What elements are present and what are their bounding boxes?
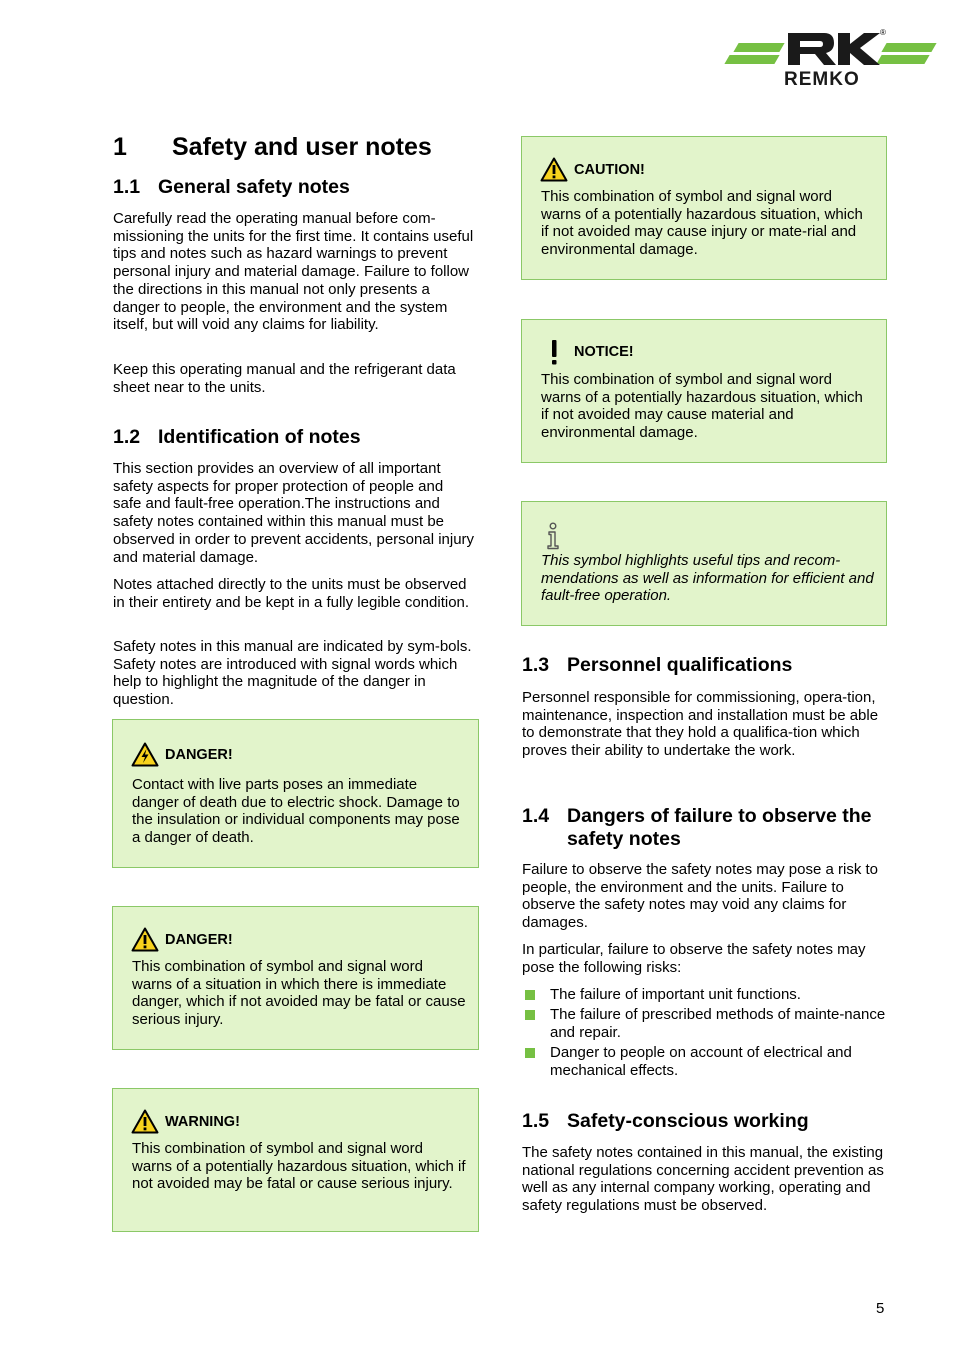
- section-heading-1-4: [522, 805, 886, 851]
- section-number: 1.3: [522, 654, 550, 676]
- exclamation-icon: [540, 338, 568, 366]
- info-note: [521, 501, 887, 626]
- warning-triangle-icon: [131, 927, 159, 952]
- paragraph: Notes attached directly to the units must be observed in their entirety and be kept in a fully legible condition.: [113, 576, 470, 611]
- note-text: This combination of symbol and signal word warns of a potentially hazardous situation, which if not avoided may cause material and environmental damage.: [541, 371, 863, 442]
- note-text: This combination of symbol and signal word warns of a situation in which there is immediate danger, which if not avoided may be fatal or cause serious injury.: [132, 958, 466, 1029]
- risk-list: [522, 986, 886, 1082]
- bullet-square: [525, 990, 535, 1000]
- note-text: This combination of symbol and signal word warns of a potentially hazardous situation, which if not avoided may be fatal or cause serious injury.: [132, 1140, 466, 1193]
- logo-wordmark: REMKO: [784, 69, 860, 90]
- danger-electric-note: [112, 719, 479, 868]
- paragraph: The safety notes contained in this manual, the existing national regulations concerning accident prevention as well as any internal company working, operating and safety regulations must be observed.: [522, 1144, 884, 1215]
- note-header: [131, 927, 233, 952]
- note-text: This combination of symbol and signal word warns of a potentially hazardous situation, which if not avoided may cause injury or mate-rial and environmental damage.: [541, 188, 863, 259]
- section-heading-1-5: [522, 1110, 809, 1133]
- paragraph: Personnel responsible for commissioning, opera-tion, maintenance, inspection and installation must be able to demonstrate that they hold a qualifica-tion which proves their ability to undertake the work.: [522, 689, 879, 760]
- note-label: DANGER!: [165, 746, 233, 763]
- warning-triangle-icon: [131, 1109, 159, 1134]
- list-item: [522, 1006, 886, 1041]
- section-number: 1.4: [522, 805, 550, 827]
- note-header: [540, 338, 634, 366]
- caution-note: [521, 136, 887, 280]
- note-header: [544, 522, 568, 550]
- paragraph: In particular, failure to observe the safety notes may pose the following risks:: [522, 941, 866, 976]
- note-header: [540, 157, 645, 182]
- electric-warning-icon: [131, 742, 159, 767]
- note-text: Contact with live parts poses an immediate danger of death due to electric shock. Damage to the insulation or individual components may pose a danger of death.: [132, 776, 460, 847]
- section-title: Dangers of failure to observe the safety notes: [567, 805, 872, 850]
- section-number: 1.1: [113, 176, 141, 198]
- note-text: This symbol highlights useful tips and recom-mendations as well as information for efficient and fault-free operation.: [541, 552, 874, 605]
- section-heading-1-1: [113, 176, 350, 199]
- note-header: [131, 742, 233, 767]
- info-icon: [544, 522, 562, 550]
- note-label: WARNING!: [165, 1113, 240, 1130]
- section-heading-1-2: [113, 426, 361, 449]
- note-label: NOTICE!: [574, 344, 634, 360]
- section-heading-1-3: [522, 654, 792, 677]
- bullet-square: [525, 1048, 535, 1058]
- paragraph: Keep this operating manual and the refrigerant data sheet near to the units.: [113, 361, 456, 396]
- note-label: DANGER!: [165, 931, 233, 948]
- section-number: 1.5: [522, 1110, 550, 1132]
- page-number: 5: [876, 1300, 885, 1317]
- section-title: Personnel qualifications: [567, 654, 793, 676]
- chapter-title: [113, 133, 432, 162]
- section-title: Identification of notes: [158, 426, 361, 448]
- list-item-text: Danger to people on account of electrical and mechanical effects.: [550, 1044, 852, 1079]
- brand-logo: [724, 30, 938, 94]
- note-header: [131, 1109, 240, 1134]
- logo-mark-icon: [784, 30, 884, 68]
- logo-stripe-right-2: [876, 55, 929, 64]
- list-item-text: The failure of prescribed methods of mainte-nance and repair.: [550, 1006, 886, 1041]
- warning-note: [112, 1088, 479, 1232]
- chapter-number: 1: [113, 133, 127, 161]
- notice-note: [521, 319, 887, 463]
- logo-stripe-right: [881, 43, 936, 52]
- logo-stripe-left: [733, 43, 784, 52]
- paragraph: Failure to observe the safety notes may pose a risk to people, the environment and the units. Failure to observe the safety notes may void any claims for damages.: [522, 861, 879, 932]
- paragraph: This section provides an overview of all important safety aspects for proper protection of people and safe and fault-free operation.The instructions and safety notes contained within this manual must be observed in order to prevent accidents, personal injury and material damage.: [113, 460, 475, 566]
- paragraph: Carefully read the operating manual before com-missioning the units for the first time. It contains useful tips and notes such as hazard warnings to prevent personal injury and material damage. Failure to follow the directions in this manual not only presents a danger to people, the environment and the system itself, but will void any claims for liability.: [113, 210, 474, 334]
- registered-mark: ®: [880, 28, 886, 37]
- note-label: CAUTION!: [574, 161, 645, 178]
- list-item-text: The failure of important unit functions.: [550, 986, 801, 1003]
- list-item: [522, 1044, 886, 1079]
- warning-triangle-icon: [540, 157, 568, 182]
- bullet-square: [525, 1010, 535, 1020]
- paragraph: Safety notes in this manual are indicated by sym-bols. Safety notes are introduced with signal words which help to highlight the magnitude of the danger in question.: [113, 638, 472, 709]
- list-item: [522, 986, 886, 1004]
- section-title: General safety notes: [158, 176, 350, 198]
- danger-note: [112, 906, 479, 1050]
- chapter-title-text: Safety and user notes: [172, 133, 432, 161]
- section-number: 1.2: [113, 426, 141, 448]
- logo-stripe-left-2: [724, 55, 779, 64]
- section-title: Safety-conscious working: [567, 1110, 809, 1132]
